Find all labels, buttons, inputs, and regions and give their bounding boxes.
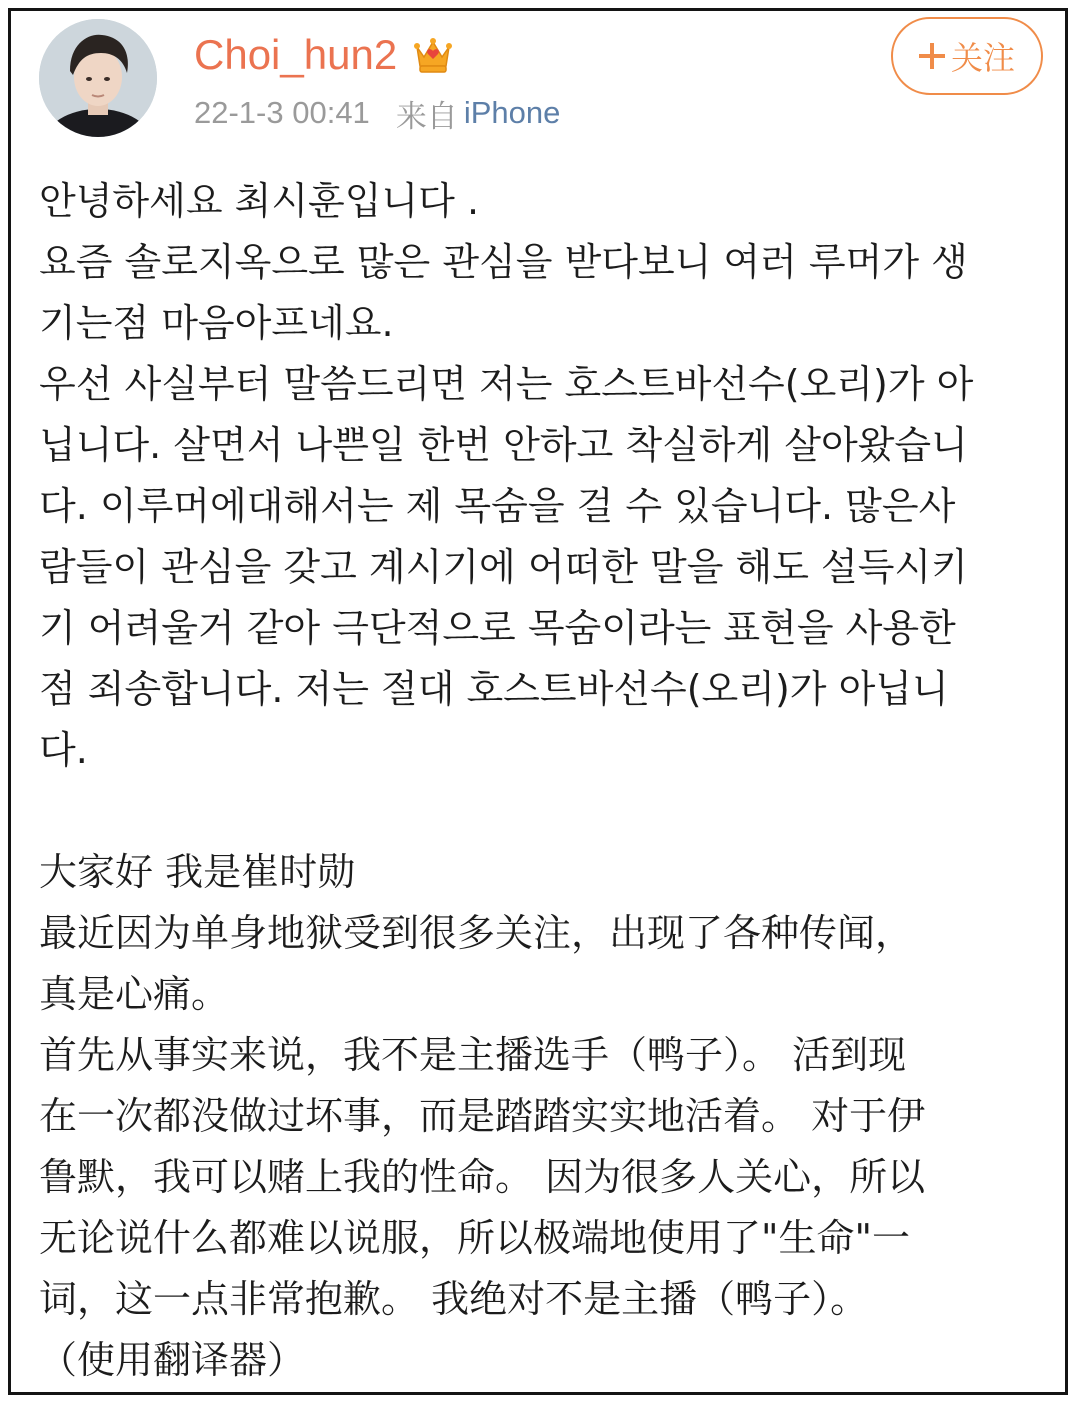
post-source-device[interactable]: iPhone [463, 95, 561, 130]
follow-button[interactable] [891, 17, 1043, 95]
follow-button-label: 关注 [950, 39, 1015, 77]
post-text-line: 最近因为单身地狱受到很多关注，出现了各种传闻， [39, 911, 914, 955]
plus-icon [919, 43, 945, 69]
post-header [11, 11, 1065, 151]
post-source-label: 来自 [395, 98, 458, 134]
post-text-line: 词，这一点非常抱歉。 我绝对不是主播（鸭子）。 [39, 1277, 869, 1321]
post-text-line: 다. [39, 728, 88, 772]
paragraph-gap [39, 781, 1049, 842]
username[interactable]: Choi_hun2 [194, 31, 398, 78]
avatar-image [39, 19, 157, 137]
post-text-line: 안녕하세요 최시훈입니다 . [39, 179, 480, 223]
post-meta [194, 91, 560, 135]
post-text-line: （使用翻译器） [39, 1338, 306, 1382]
post-text-line: 닙니다. 살면서 나쁜일 한번 안하고 착실하게 살아왔습니 [39, 423, 968, 467]
post-text-line: 在一次都没做过坏事，而是踏踏实实地活着。 对于伊 [39, 1094, 926, 1138]
username-row [194, 25, 455, 85]
post-text-line: 无论说什么都难以说服，所以极端地使用了"生命"一 [39, 1216, 910, 1260]
post-body [39, 171, 1049, 1391]
post-text-line: 真是心痛。 [39, 972, 230, 1016]
avatar[interactable] [39, 19, 157, 137]
post-text-line: 다. 이루머에대해서는 제 목숨을 걸 수 있습니다. 많은사 [39, 484, 956, 528]
post-text-line: 鲁默，我可以赌上我的性命。 因为很多人关心，所以 [39, 1155, 926, 1199]
post-text-line: 기는점 마음아프네요. [39, 301, 394, 345]
post-text-line: 요즘 솔로지옥으로 많은 관심을 받다보니 여러 루머가 생 [39, 240, 968, 284]
crown-icon [411, 33, 455, 77]
post-text-line: 점 죄송합니다. 저는 절대 호스트바선수(오리)가 아닙니 [39, 667, 949, 711]
post-timestamp: 22-1-3 00:41 [194, 95, 370, 130]
post-text-line: 首先从事实来说，我不是主播选手（鸭子）。 活到现 [39, 1033, 907, 1077]
post-text-line: 大家好 我是崔时勋 [39, 850, 356, 894]
post-card [8, 8, 1068, 1395]
post-text-line: 우선 사실부터 말씀드리면 저는 호스트바선수(오리)가 아 [39, 362, 974, 406]
post-text-line: 기 어려울거 같아 극단적으로 목숨이라는 표현을 사용한 [39, 606, 956, 650]
post-text-line: 람들이 관심을 갖고 계시기에 어떠한 말을 해도 설득시키 [39, 545, 968, 589]
